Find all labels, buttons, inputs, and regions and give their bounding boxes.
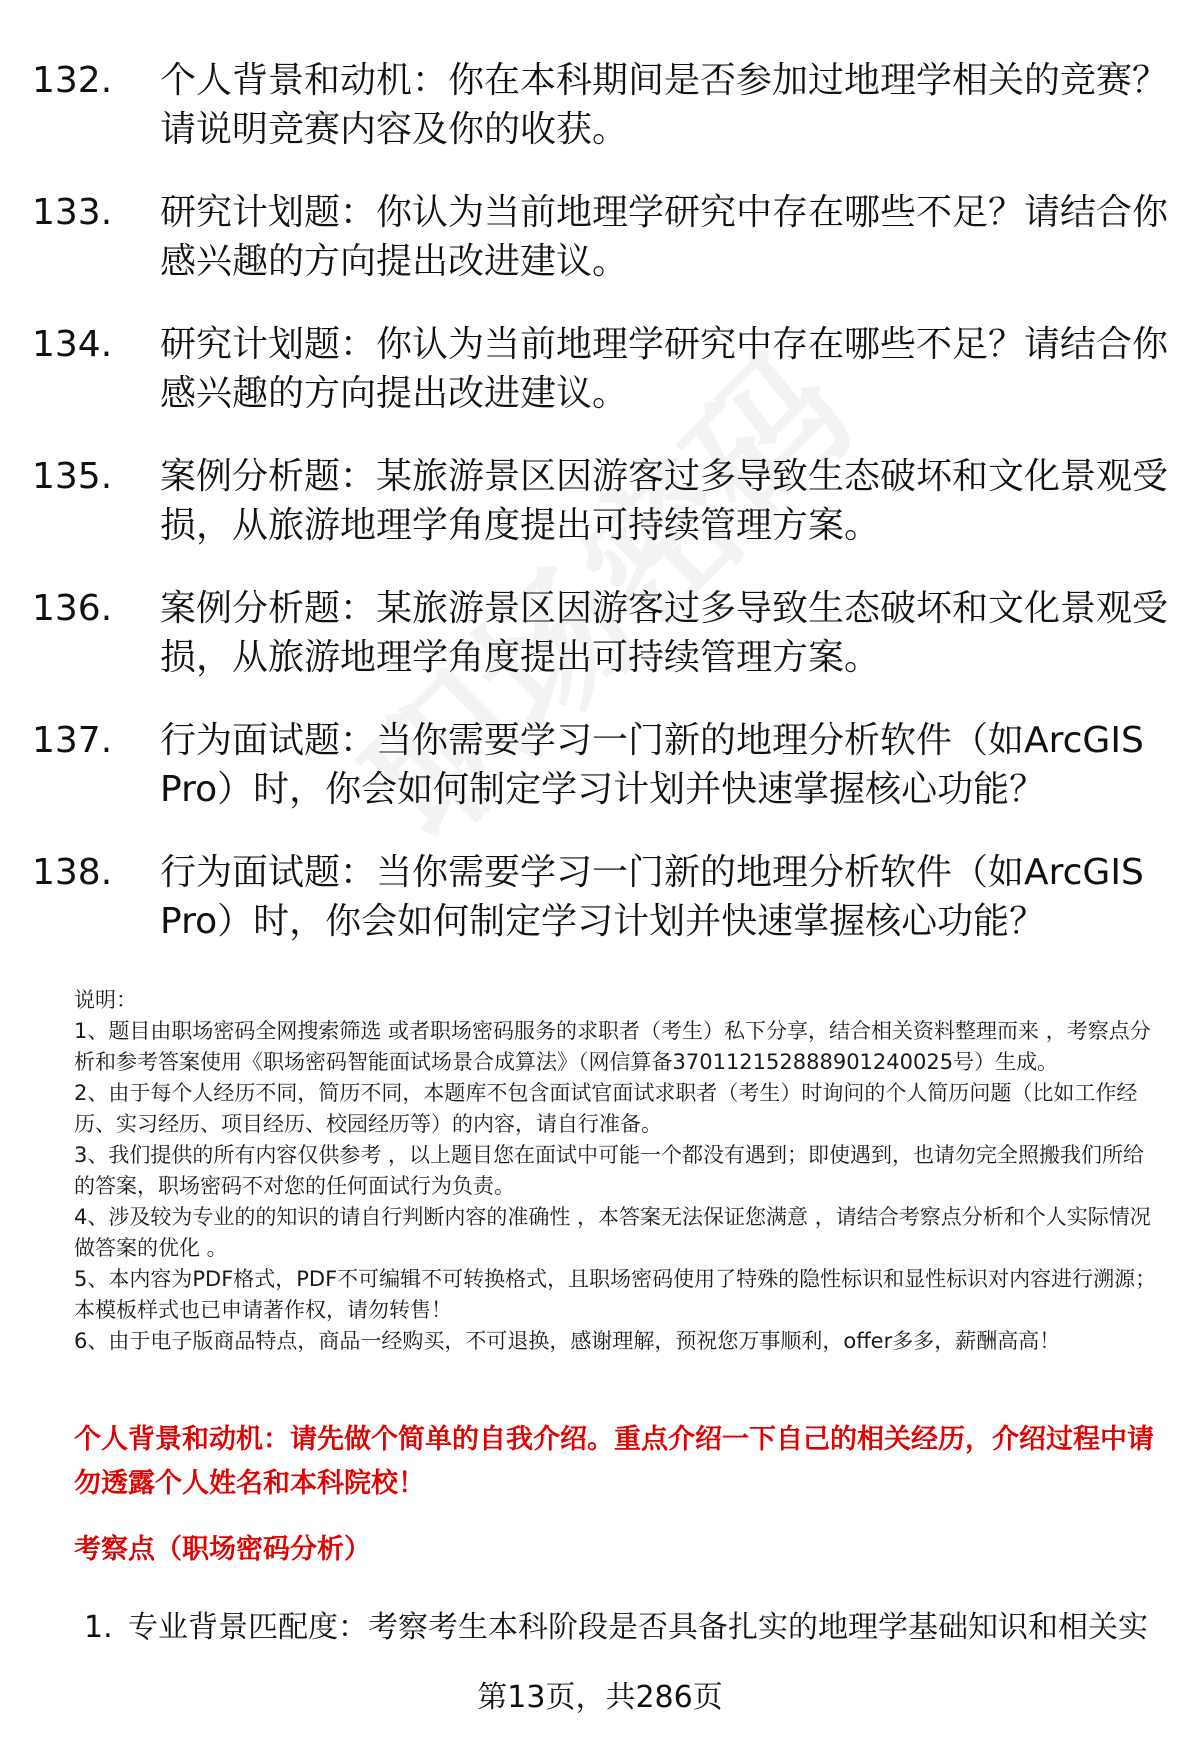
question-item xyxy=(0,56,1200,154)
question-item xyxy=(0,188,1200,286)
note-line: 4、涉及较为专业的的知识的请自行判断内容的准确性 ，本答案无法保证您满意 ，请结合考察点分析和个人实际情况做答案的优化 。 xyxy=(74,1205,1151,1260)
page-footer: 第13页，共286页 xyxy=(477,1680,723,1715)
analysis-item-text: 专业背景匹配度：考察考生本科阶段是否具备扎实的地理学基础知识和相关实 xyxy=(128,1610,1148,1645)
question-text: 案例分析题：某旅游景区因游客过多导致生态破坏和文化景观受损，从旅游地理学角度提出可持续管理方案。 xyxy=(160,456,1169,546)
note-line: 1、题目由职场密码全网搜索筛选 或者职场密码服务的求职者（考生）私下分享，结合相关资料整理而来 ，考察点分析和参考答案使用《职场密码智能面试场景合成算法》（网信算备370112152888901240025号）生成。 xyxy=(74,1019,1151,1074)
note-line: 2、由于每个人经历不同，简历不同，本题库不包含面试官面试求职者（考生）时询问的个人简历问题（比如工作经历、实习经历、项目经历、校园经历等）的内容，请自行准备。 xyxy=(74,1081,1138,1136)
question-number: 136. xyxy=(32,588,113,629)
question-number: 133. xyxy=(32,192,113,233)
question-item xyxy=(0,716,1200,814)
question-number: 138. xyxy=(32,852,113,893)
analysis-item xyxy=(84,1606,1164,1650)
question-item xyxy=(0,584,1200,682)
section-heading: 考察点（职场密码分析） xyxy=(74,1534,371,1565)
question-item xyxy=(0,848,1200,946)
question-text: 研究计划题：你认为当前地理学研究中存在哪些不足？请结合你感兴趣的方向提出改进建议。 xyxy=(160,324,1169,414)
question-text: 行为面试题：当你需要学习一门新的地理分析软件（如ArcGIS Pro）时，你会如何制定学习计划并快速掌握核心功能？ xyxy=(160,852,1144,942)
note-line: 6、由于电子版商品特点，商品一经购买，不可退换，感谢理解，预祝您万事顺利，offer多多，薪酬高高！ xyxy=(74,1329,1061,1353)
note-line: 5、本内容为PDF格式，PDF不可编辑不可转换格式，且职场密码使用了特殊的隐性标识和显性标识对内容进行溯源；本模板样式也已申请著作权，请勿转售！ xyxy=(74,1267,1157,1322)
question-text: 个人背景和动机：你在本科期间是否参加过地理学相关的竞赛？请说明竞赛内容及你的收获。 xyxy=(160,60,1169,150)
notes-section xyxy=(74,985,1160,1357)
question-number: 132. xyxy=(32,60,113,101)
question-item xyxy=(0,320,1200,418)
highlight-question: 个人背景和动机：请先做个简单的自我介绍。重点介绍一下自己的相关经历，介绍过程中请勿透露个人姓名和本科院校！ xyxy=(74,1424,1154,1499)
question-text: 研究计划题：你认为当前地理学研究中存在哪些不足？请结合你感兴趣的方向提出改进建议。 xyxy=(160,192,1169,282)
question-item xyxy=(0,452,1200,550)
question-number: 134. xyxy=(32,324,113,365)
note-line: 3、我们提供的所有内容仅供参考 ，以上题目您在面试中可能一个都没有遇到；即使遇到，也请勿完全照搬我们所给的答案，职场密码不对您的任何面试行为负责。 xyxy=(74,1143,1145,1198)
notes-title: 说明： xyxy=(74,988,137,1012)
question-number: 137. xyxy=(32,720,113,761)
question-number: 135. xyxy=(32,456,113,497)
analysis-item-number: 1. xyxy=(84,1610,113,1645)
question-text: 行为面试题：当你需要学习一门新的地理分析软件（如ArcGIS Pro）时，你会如何制定学习计划并快速掌握核心功能？ xyxy=(160,720,1144,810)
question-text: 案例分析题：某旅游景区因游客过多导致生态破坏和文化景观受损，从旅游地理学角度提出可持续管理方案。 xyxy=(160,588,1169,678)
question-list xyxy=(0,56,1200,980)
